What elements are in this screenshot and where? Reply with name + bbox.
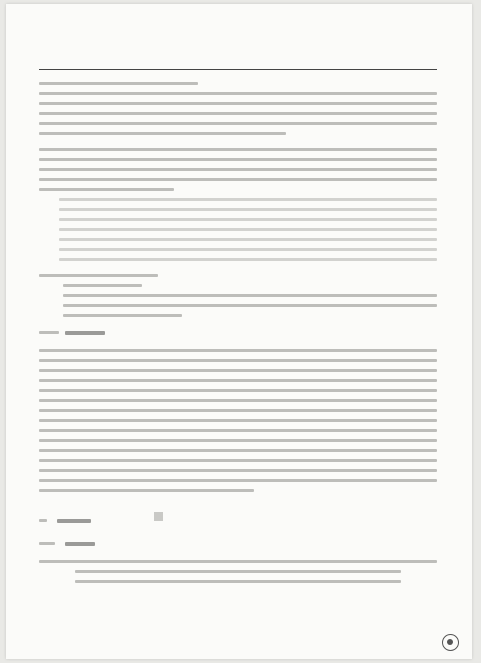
text-line bbox=[59, 258, 437, 261]
section-title bbox=[65, 542, 95, 546]
text-line bbox=[39, 188, 174, 191]
document-body bbox=[39, 82, 437, 590]
text-line bbox=[39, 349, 437, 352]
text-line bbox=[75, 570, 401, 573]
section-heading bbox=[39, 326, 437, 340]
text-line bbox=[39, 274, 158, 277]
section-number bbox=[39, 542, 55, 545]
text-line bbox=[39, 409, 437, 412]
text-line bbox=[59, 238, 437, 241]
text-line bbox=[39, 92, 437, 95]
text-line bbox=[59, 198, 437, 201]
text-line bbox=[39, 158, 437, 161]
text-line bbox=[39, 449, 437, 452]
text-line bbox=[39, 479, 437, 482]
text-line bbox=[39, 459, 437, 462]
text-line bbox=[63, 294, 437, 297]
text-line bbox=[39, 489, 254, 492]
chapter-number bbox=[39, 519, 47, 522]
section-title bbox=[65, 331, 105, 335]
text-line bbox=[59, 228, 437, 231]
watermark-logo-icon bbox=[442, 634, 459, 651]
text-line bbox=[39, 379, 437, 382]
watermark bbox=[442, 634, 464, 651]
text-line bbox=[39, 178, 437, 181]
text-line bbox=[59, 218, 437, 221]
text-line bbox=[39, 122, 437, 125]
stamp-mark bbox=[154, 512, 163, 521]
chapter-heading bbox=[39, 514, 437, 528]
header-rule bbox=[39, 69, 437, 70]
text-line bbox=[39, 369, 437, 372]
text-line bbox=[39, 102, 437, 105]
text-line bbox=[39, 399, 437, 402]
text-line bbox=[39, 82, 198, 85]
section-heading bbox=[39, 537, 437, 551]
text-line bbox=[39, 112, 437, 115]
text-line bbox=[39, 359, 437, 362]
text-line bbox=[39, 439, 437, 442]
text-line bbox=[39, 469, 437, 472]
text-line bbox=[39, 429, 437, 432]
text-line bbox=[39, 168, 437, 171]
text-line bbox=[39, 389, 437, 392]
text-line bbox=[39, 148, 437, 151]
text-line bbox=[39, 560, 437, 563]
text-line bbox=[63, 314, 182, 317]
text-line bbox=[75, 580, 401, 583]
text-line bbox=[63, 284, 143, 287]
text-line bbox=[59, 248, 437, 251]
text-line bbox=[39, 419, 437, 422]
section-number bbox=[39, 331, 59, 334]
text-line bbox=[59, 208, 437, 211]
document-page bbox=[6, 4, 472, 659]
text-line bbox=[39, 132, 286, 135]
text-line bbox=[63, 304, 437, 307]
chapter-title bbox=[57, 519, 91, 523]
